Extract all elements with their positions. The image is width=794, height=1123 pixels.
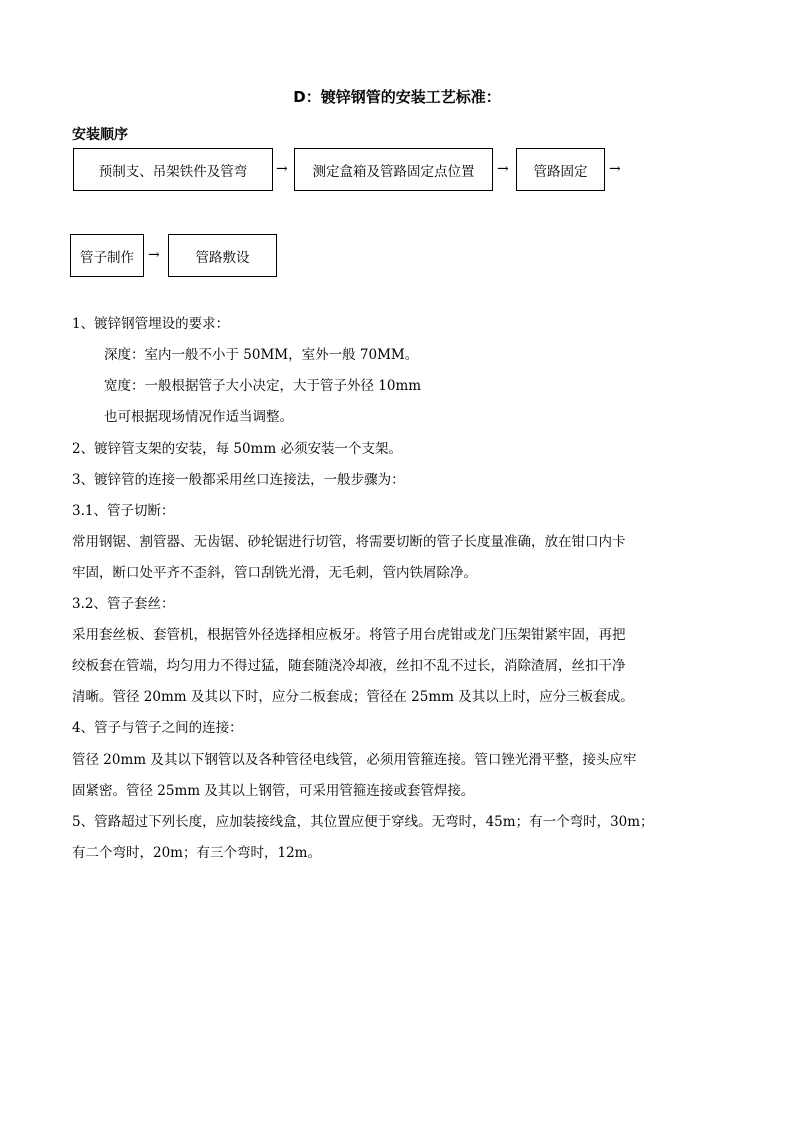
flow-step-3: 管路固定 [516,148,605,191]
flow-step-5: 管路敷设 [168,234,277,277]
text-line: 3.1、管子切断： [72,503,175,519]
flow-step-2: 测定盒箱及管路固定点位置 [294,148,493,191]
text-line: 2、镀锌管支架的安装，每 50mm 必须安装一个支架。 [72,441,402,457]
flow-arrow: → [148,247,160,263]
text-line: 采用套丝板、套管机，根据管外径选择相应板牙。将管子用台虎钳或龙门压架钳紧牢固，再把 [72,627,626,643]
text-line: 3、镀锌管的连接一般都采用丝口连接法，一般步骤为： [72,472,405,488]
text-line: 固紧密。管径 25mm 及其以上钢管，可采用管箍连接或套管焊接。 [72,783,475,799]
flow-arrow: → [276,161,288,177]
text-line: 常用钢锯、割管器、无齿锯、砂轮锯进行切管，将需要切断的管子长度量准确，放在钳口内卡 [72,534,626,550]
text-line: 绞板套在管端，均匀用力不得过猛，随套随浇冷却液，丝扣不乱不过长，消除渣屑，丝扣干净 [72,658,626,674]
text-line: 清晰。管径 20mm 及其以下时，应分二板套成；管径在 25mm 及其以上时，应分三板套成。 [72,689,634,705]
text-line: 1、镀锌钢管埋设的要求： [72,316,230,332]
page-title: D：镀锌钢管的安装工艺标准： [293,88,501,106]
text-line: 牢固，断口处平齐不歪斜，管口刮铣光滑，无毛刺，管内铁屑除净。 [72,565,477,581]
text-line: 5、管路超过下列长度，应加装接线盒，其位置应便于穿线。无弯时，45m；有一个弯时，30m； [72,814,654,830]
text-line: 3.2、管子套丝： [72,596,175,612]
text-line: 有二个弯时，20m；有三个弯时，12m。 [72,845,321,861]
flow-arrow: → [497,161,509,177]
text-line: 宽度：一般根据管子大小决定，大于管子外径 10mm [104,378,422,394]
section-heading: 安装顺序 [72,127,128,143]
text-line: 深度：室内一般不小于 50MM，室外一般 70MM。 [104,347,419,363]
text-line: 也可根据现场情况作适当调整。 [104,409,293,425]
flow-arrow: → [609,161,621,177]
flow-step-1: 预制支、吊架铁件及管弯 [73,148,273,191]
text-line: 4、管子与管子之间的连接： [72,720,243,736]
flow-step-4: 管子制作 [70,234,144,277]
text-line: 管径 20mm 及其以下钢管以及各种管径电线管，必须用管箍连接。管口锉光滑平整，接头应牢 [72,752,637,768]
